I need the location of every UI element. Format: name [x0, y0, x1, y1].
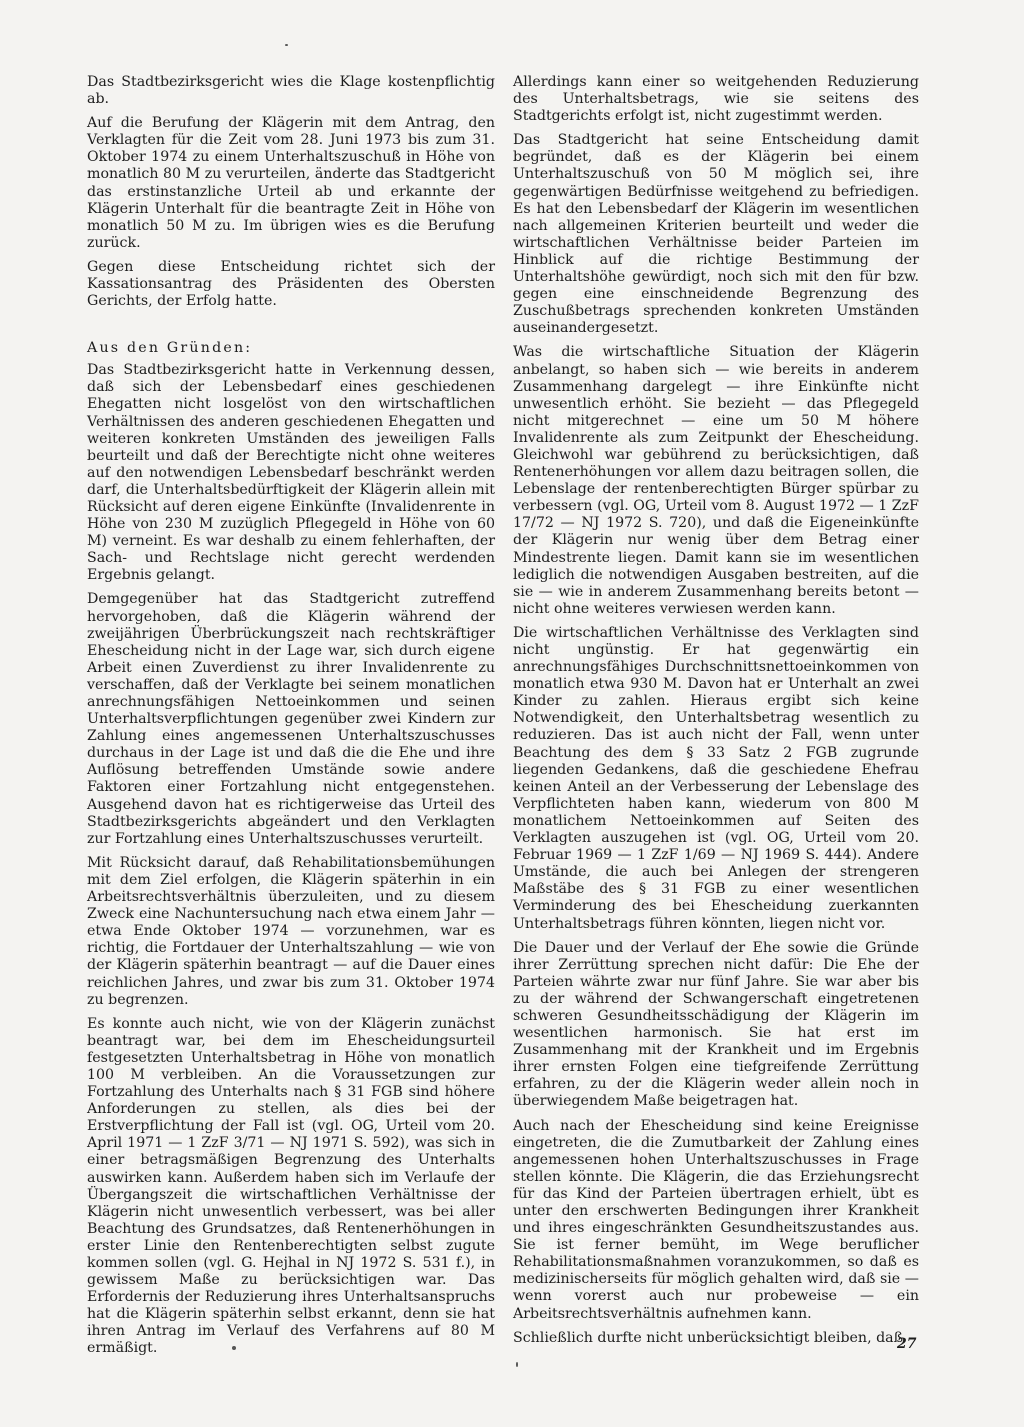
right-column [513, 74, 919, 1354]
paragraph: Das Stadtgericht hat seine Entscheidung damit begründet, daß es der Klägerin bei einem Unterhaltszuschuß von 50 M möglich sei, ihre gegenwärtigen Bedürfnisse weitgehend zu befriedigen. Es hat den Lebensbedarf der Klägerin im wesentlichen nach allgemeinen Kriterien beurteilt und weder die wirtschaftlichen Verhältnisse beider Parteien im Hinblick auf die richtige Bestimmung der Unterhaltshöhe gewürdigt, noch sich mit den für bzw. gegen eine einschneidende Begrenzung des Zuschußbetrags sprechenden konkreten Umständen auseinandergesetzt. [513, 132, 919, 337]
page-number: 27 [897, 1336, 917, 1352]
scan-speck [285, 44, 288, 46]
left-column [87, 74, 495, 1365]
paragraph: Allerdings kann einer so weitgehenden Reduzierung des Unterhaltsbetrags, wie sie seitens des Stadtgerichts erfolgt ist, nicht zugestimmt werden. [513, 74, 919, 125]
paragraph: Schließlich durfte nicht unberücksichtigt bleiben, daß [513, 1329, 904, 1346]
paragraph: Die Dauer und der Verlauf der Ehe sowie die Gründe ihrer Zerrüttung sprechen nicht dafür: Die Ehe der Parteien währte zwar nur fünf Jahre. Sie war aber bis zu der während der Schwangerschaft eingetretenen schweren Gesundheitsschädigung der Klägerin im wesentlichen harmonisch. Sie hat erst im Zusammenhang mit der Krankheit und im Ergebnis ihrer ernsten Folgen eine tiefgreifende Zerrüttung erfahren, zu der die Klägerin weder allein noch in überwiegendem Maße beigetragen hat. [513, 939, 919, 1110]
paragraph: Auf die Berufung der Klägerin mit dem Antrag, den Verklagten für die Zeit vom 28. Juni 1973 bis zum 31. Oktober 1974 zu einem Unterhaltszuschuß in Höhe von monatlich 80 M zu verurteilen, änderte das Stadtgericht das erstinstanzliche Urteil ab und erkannte der Klägerin Unterhalt für die beantragte Zeit in Höhe von monatlich 50 M zu. Im übrigen wies es die Berufung zurück. [87, 115, 495, 251]
scan-speck [516, 1362, 518, 1367]
paragraph: Gegen diese Entscheidung richtet sich der Kassationsantrag des Präsidenten des Obersten Gerichts, der Erfolg hatte. [87, 258, 495, 310]
paragraph: Es konnte auch nicht, wie von der Klägerin zunächst beantragt war, bei dem im Ehescheidungsurteil festgesetzten Unterhaltsbetrag in Höhe von monatlich 100 M verbleiben. An die Voraussetzungen zur Fortzahlung des Unterhalts nach § 31 FGB sind höhere Anforderungen zu stellen, als dies bei der Erstverpflichtung der Fall ist (vgl. OG, Urteil vom 20. April 1971 — 1 ZzF 3/71 — NJ 1971 S. 592), was sich in einer betragsmäßigen Begrenzung des Unterhalts auswirken kann. Außerdem haben sich im Verlaufe der Übergangszeit die wirtschaftlichen Verhältnisse der Klägerin nicht unwesentlich verbessert, was bei aller Beachtung des Grundsatzes, daß Rentenerhöhungen in erster Linie den Rentenberechtigten selbst zugute kommen sollen (vgl. G. Hejhal in NJ 1972 S. 531 f.), in gewissem Maße zu berücksichtigen war. Das Erfordernis der Reduzierung ihres Unterhaltsanspruchs hat die Klägerin späterhin selbst erkannt, denn sie hat ihren Antrag im Verlauf des Verfahrens auf 80 M ermäßigt. [87, 1015, 495, 1357]
paragraph: Das Stadtbezirksgericht wies die Klage kostenpflichtig ab. [87, 74, 495, 108]
paragraph: Demgegenüber hat das Stadtgericht zutreffend hervorgehoben, daß die Klägerin während der zweijährigen Überbrückungszeit nach rechtskräftiger Ehescheidung nicht in der Lage war, sich durch eigene Arbeit einen Zuverdienst zu ihrer Invalidenrente zu verschaffen, daß der Verklagte bei seinem monatlichen anrechnungsfähigen Nettoeinkommen und seinen Unterhaltsverpflichtungen gegenüber zwei Kindern zur Zahlung eines angemessenen Unterhaltszuschusses durchaus in der Lage ist und daß die die Ehe und ihre Auflösung betreffenden Umstände sowie andere Faktoren einer Fortzahlung nicht entgegenstehen. Ausgehend davon hat es richtigerweise das Urteil des Stadtbezirksgerichts abgeändert und den Verklagten zur Fortzahlung eines Unterhaltszuschusses verurteilt. [87, 591, 495, 847]
paragraph: Das Stadtbezirksgericht hatte in Verkennung dessen, daß sich der Lebensbedarf eines geschiedenen Ehegatten nicht losgelöst von den wirtschaftlichen Verhältnissen des anderen geschiedenen Ehegatten und weiteren konkreten Umständen des jeweiligen Falls beurteilt und daß der Berechtigte nicht ohne weiteres auf den notwendigen Lebensbedarf beschränkt werden darf, die Unterhaltsbedürftigkeit der Klägerin allein mit Rücksicht auf deren eigene Einkünfte (Invalidenrente in Höhe von 230 M zuzüglich Pflegegeld in Höhe von 60 M) verneint. Es war deshalb zu einem fehlerhaften, der Sach- und Rechtslage nicht gerecht werdenden Ergebnis gelangt. [87, 362, 495, 584]
scan-speck [232, 1346, 236, 1350]
section-heading: Aus den Gründen: [87, 340, 253, 357]
paragraph: Auch nach der Ehescheidung sind keine Ereignisse eingetreten, die die Zumutbarkeit der Zahlung eines angemessenen hohen Unterhaltszuschusses in Frage stellen könnte. Die Klägerin, die das Erziehungsrecht für das Kind der Parteien übertragen erhielt, übt es unter den erschwerten Bedingungen ihrer Krankheit und ihres eingeschränkten Gesundheitszustandes aus. Sie ist ferner bemüht, im Wege beruflicher Rehabilitationsmaßnahmen voranzukommen, so daß es medizinischerseits für möglich gehalten wird, daß sie — wenn vorerst auch nur probeweise — ein Arbeitsrechtsverhältnis aufnehmen kann. [513, 1117, 919, 1322]
paragraph: Was die wirtschaftliche Situation der Klägerin anbelangt, so haben sich — wie bereits in anderem Zusammenhang dargelegt — ihre Einkünfte nicht unwesentlich erhöht. Sie bezieht — das Pflegegeld nicht mitgerechnet — eine um 50 M höhere Invalidenrente als zum Zeitpunkt der Ehescheidung. Gleichwohl war gebührend zu berücksichtigen, daß Rentenerhöhungen vor allem dazu beitragen sollen, die Lebenslage der rentenberechtigten Bürger spürbar zu verbessern (vgl. OG, Urteil vom 8. August 1972 — 1 ZzF 17/72 — NJ 1972 S. 720), und daß die Eigeneinkünfte der Klägerin nur wenig über dem Betrag einer Mindestrente liegen. Damit kann sie im wesentlichen lediglich die notwendigen Ausgaben bestreiten, auf die sie — wie in anderem Zusammenhang bereits betont — nicht ohne weiteres verwiesen werden kann. [513, 344, 919, 617]
paragraph: Die wirtschaftlichen Verhältnisse des Verklagten sind nicht ungünstig. Er hat gegenwärtig ein anrechnungsfähiges Durchschnittsnettoeinkommen von monatlich etwa 930 M. Davon hat er Unterhalt an zwei Kinder zu zahlen. Hieraus ergibt sich keine Notwendigkeit, den Unterhaltsbetrag wesentlich zu reduzieren. Das ist auch nicht der Fall, wenn unter Beachtung des dem § 33 Satz 2 FGB zugrunde liegenden Gedankens, daß die geschiedene Ehefrau keinen Anteil an der Verbesserung der Lebenslage des Verpflichteten haben kann, wiederum von 800 M monatlichem Nettoeinkommen auf Seiten des Verklagten auszugehen ist (vgl. OG, Urteil vom 20. Februar 1969 — 1 ZzF 1/69 — NJ 1969 S. 444). Andere Umstände, die auch bei Anlegen der strengeren Maßstäbe des § 31 FGB zu einer wesentlichen Verminderung des bei Ehescheidung zuerkannten Unterhaltsbetrags führen könnten, liegen nicht vor. [513, 624, 919, 932]
paragraph: Mit Rücksicht darauf, daß Rehabilitationsbemühungen mit dem Ziel erfolgen, die Klägerin späterhin in ein Arbeitsrechtsverhältnis überzuleiten, und zu diesem Zweck eine Nachuntersuchung nach etwa einem Jahr — etwa Ende Oktober 1974 — vorzunehmen, war es richtig, die Fortdauer der Unterhaltszahlung — wie von der Klägerin späterhin beantragt — auf die Dauer eines reichlichen Jahres, und zwar bis zum 31. Oktober 1974 zu begrenzen. [87, 854, 495, 1008]
